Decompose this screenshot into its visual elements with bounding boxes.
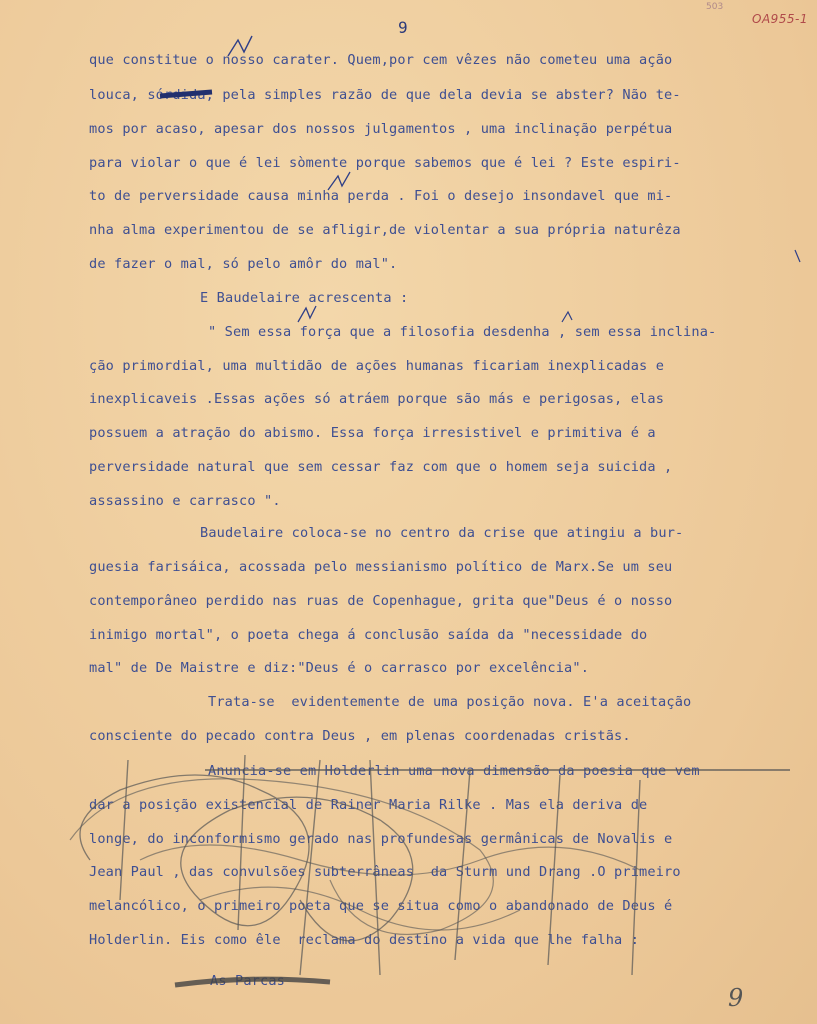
text-line-28: As Parcas xyxy=(210,973,286,989)
text-line-7: de fazer o mal, só pelo amôr do mal". xyxy=(89,256,398,272)
text-line-13: perversidade natural que sem cessar faz com que o homem seja suicida , xyxy=(89,459,673,475)
text-line-2: louca, sórdida, pela simples razão de que dela devia se abster? Não te- xyxy=(89,87,681,103)
text-line-25: Jean Paul , das convulsões subterrâneas da Sturm und Drang .O primeiro xyxy=(89,864,681,880)
text-line-19: mal" de De Maistre e diz:"Deus é o carrasco por excelência". xyxy=(89,660,590,676)
text-line-12: possuem a atração do abismo. Essa força irresistivel e primitiva é a xyxy=(89,425,656,441)
text-line-5: to de perversidade causa minha perda . Foi o desejo insondavel que mi- xyxy=(89,188,673,204)
text-line-3: mos por acaso, apesar dos nossos julgamentos , uma inclinação perpétua xyxy=(89,121,673,137)
text-line-26: melancólico, o primeiro poeta que se situa como o abandonado de Deus é xyxy=(89,898,673,914)
text-line-17: contemporâneo perdido nas ruas de Copenhague, grita que"Deus é o nosso xyxy=(89,593,673,609)
text-line-9: " Sem essa força que a filosofia desdenha , sem essa inclina- xyxy=(208,324,717,340)
text-line-23: dar a posição existencial de Rainer Maria Rilke . Mas ela deriva de xyxy=(89,797,648,813)
text-line-1: que constitue o nosso carater. Quem,por cem vêzes não cometeu uma ação xyxy=(89,52,673,68)
text-line-18: inimigo mortal", o poeta chega á conclusão saída da "necessidade do xyxy=(89,627,648,643)
page-number-top: 9 xyxy=(398,18,408,37)
archive-code-small: 503 xyxy=(706,2,724,12)
text-line-16: guesia farisáica, acossada pelo messianismo político de Marx.Se um seu xyxy=(89,559,673,575)
text-line-15: Baudelaire coloca-se no centro da crise que atingiu a bur- xyxy=(200,525,684,541)
text-line-22: Anuncia-se em Holderlin uma nova dimensão da poesia que vem xyxy=(208,763,700,779)
handwritten-page-number: 9 xyxy=(728,984,744,1012)
text-line-8: E Baudelaire acrescenta : xyxy=(200,290,409,306)
text-line-27: Holderlin. Eis como êle reclama do destino a vida que lhe falha : xyxy=(89,932,640,948)
text-line-20: Trata-se evidentemente de uma posição nova. E'a aceitação xyxy=(208,694,692,710)
text-line-24: longe, do inconformismo gerado nas profundesas germânicas de Novalis e xyxy=(89,831,673,847)
text-line-6: nha alma experimentou de se afligir,de violentar a sua própria naturêza xyxy=(89,222,681,238)
text-line-14: assassino e carrasco ". xyxy=(89,493,281,509)
text-line-4: para violar o que é lei sòmente porque sabemos que é lei ? Este espiri- xyxy=(89,155,681,171)
text-line-11: inexplicaveis .Essas ações só atráem porque são más e perigosas, elas xyxy=(89,391,665,407)
text-line-21: consciente do pecado contra Deus , em plenas coordenadas cristãs. xyxy=(89,728,631,744)
text-line-10: ção primordial, uma multidão de ações humanas ficariam inexplicadas e xyxy=(89,358,665,374)
archive-code: OA955-1 xyxy=(752,12,809,26)
